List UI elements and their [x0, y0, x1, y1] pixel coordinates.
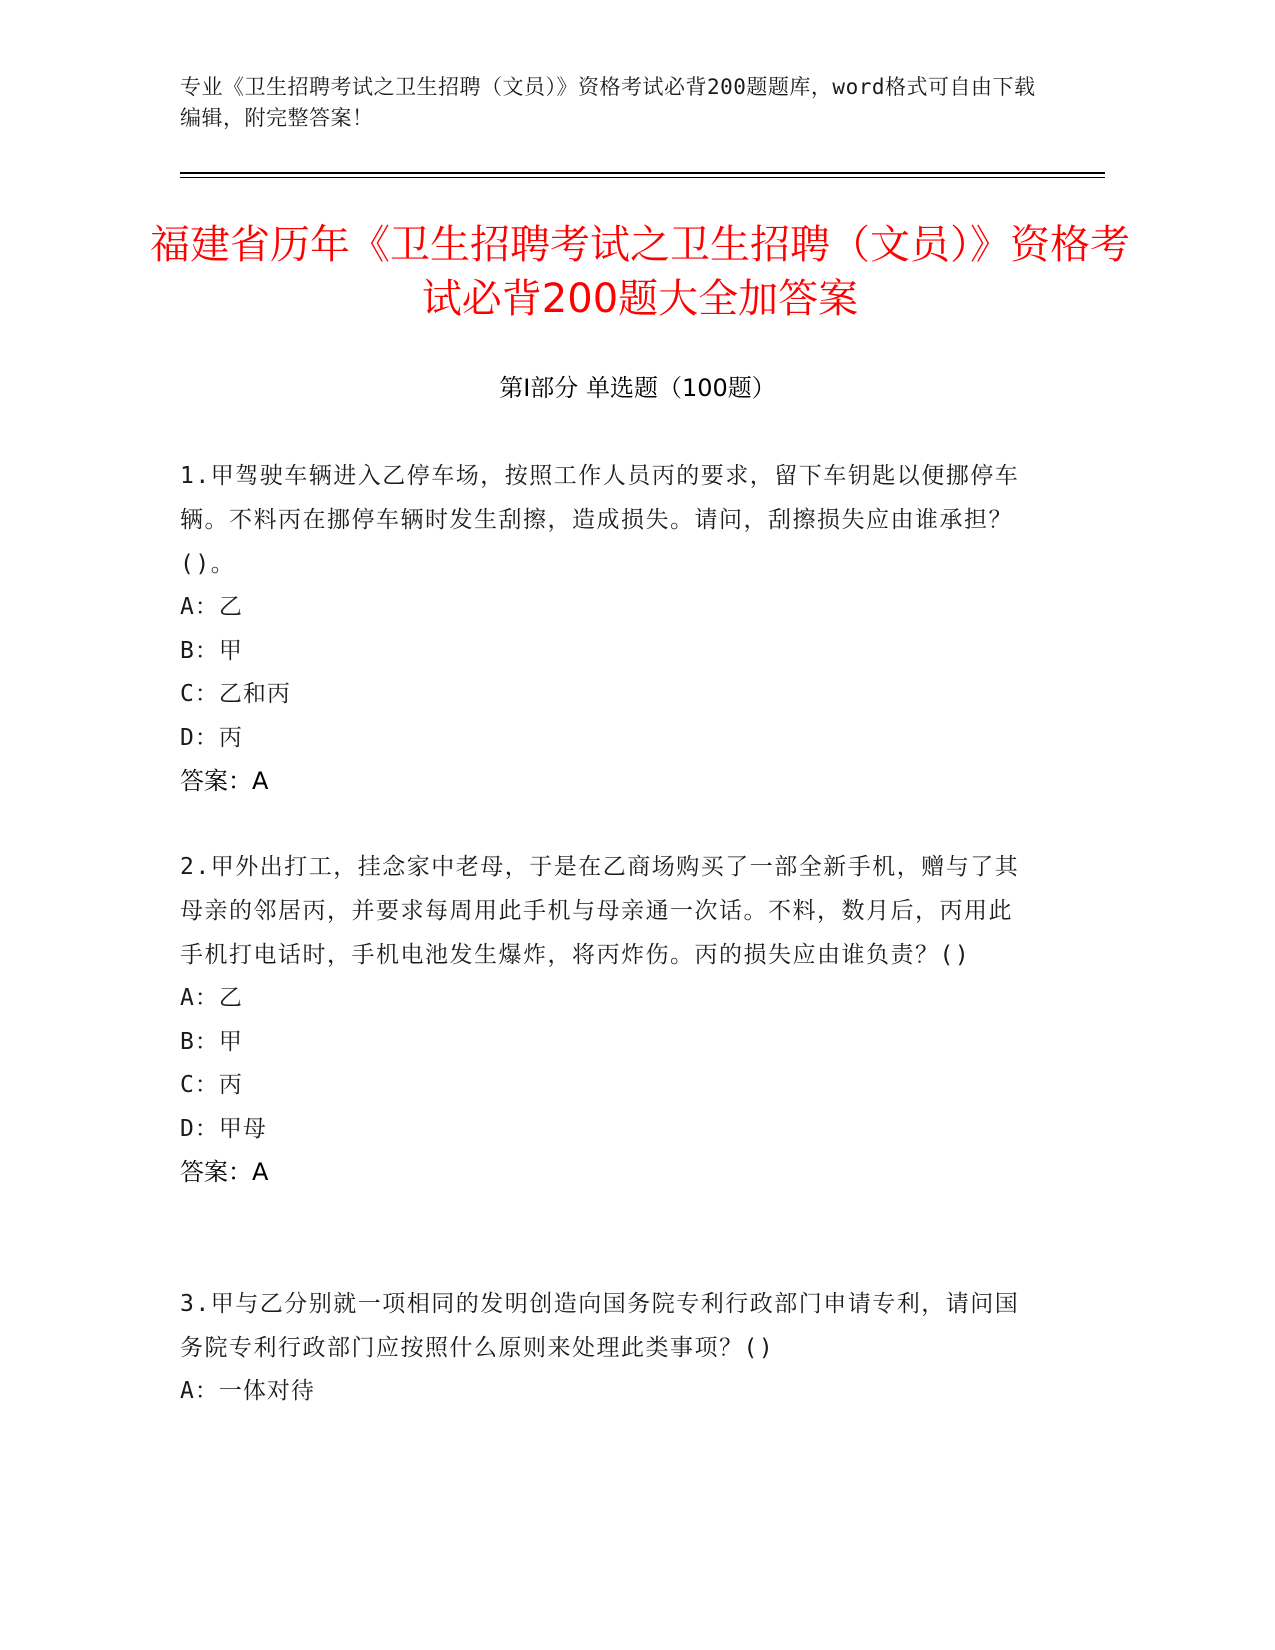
question-stem: 3.甲与乙分别就一项相同的发明创造向国务院专利行政部门申请专利，请问国务院专利行政部门应按照什么原则来处理此类事项？() [180, 1291, 1020, 1361]
header-divider-thick [180, 172, 1105, 174]
question-2 [180, 845, 1020, 1194]
question-1 [180, 454, 1020, 803]
answer-line: 答案：A [180, 1158, 269, 1186]
option-b: B：甲 [180, 1028, 243, 1055]
option-d: D：甲母 [180, 1115, 267, 1142]
question-3 [180, 1282, 1020, 1414]
document-title: 福建省历年《卫生招聘考试之卫生招聘（文员）》资格考试必背200题大全加答案 [150, 222, 1130, 322]
option-a: A：一体对待 [180, 1378, 315, 1404]
option-c: C：乙和丙 [180, 681, 291, 707]
header-note: 专业《卫生招聘考试之卫生招聘（文员）》资格考试必背200题题库，word格式可自由下载编辑，附完整答案！ [180, 75, 1036, 130]
option-a: A：乙 [180, 985, 243, 1011]
option-d: D：丙 [180, 724, 243, 751]
header-divider-thin [180, 177, 1105, 178]
question-stem: 2.甲外出打工，挂念家中老母，于是在乙商场购买了一部全新手机，赠与了其母亲的邻居丙，并要求每周用此手机与母亲通一次话。不料，数月后，丙用此手机打电话时，手机电池发生爆炸，将丙炸伤。丙的损失应由谁负责？() [180, 854, 1020, 968]
option-a: A：乙 [180, 594, 243, 620]
answer-line: 答案：A [180, 767, 269, 795]
option-b: B：甲 [180, 637, 243, 664]
section-title: 第Ⅰ部分 单选题（100题） [499, 374, 776, 402]
option-c: C：丙 [180, 1072, 243, 1098]
question-stem: 1.甲驾驶车辆进入乙停车场，按照工作人员丙的要求，留下车钥匙以便挪停车辆。不料丙在挪停车辆时发生刮擦，造成损失。请问，刮擦损失应由谁承担？()。 [180, 463, 1020, 577]
